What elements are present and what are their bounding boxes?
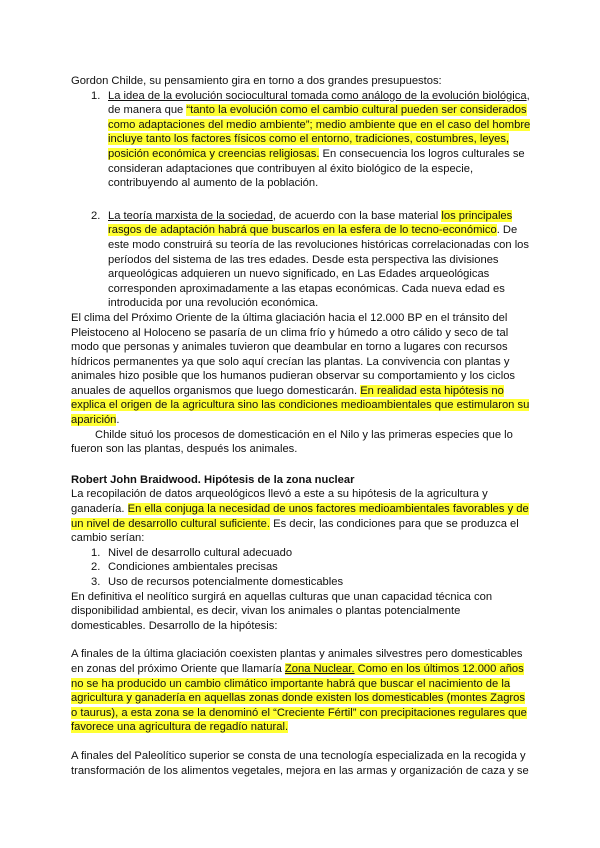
list-item-text: Nivel de desarrollo cultural adecuado <box>108 546 293 559</box>
conditions-list <box>71 546 531 590</box>
paragraph-text: La recopilación de datos arqueológicos llevó a este a su hipótesis de la agricultura y ganadería. <box>71 488 488 516</box>
highlighted-text: En realidad esta hipótesis no explica el origen de la agricultura sino las condiciones medioambientales que estimularon su aparición <box>71 384 530 427</box>
premise-text: . De este modo construirá su teoría de las revoluciones históricas correlacionadas con los períodos del sistema de las tres edades. Desde esta perspectiva las divisiones arqueológicas adquieren un nuevo significado, en Las Edades arqueológicas corresponden aproximadamente a las etapas económicas. Cada nueva edad es introducida por una revolución económica. <box>108 224 529 310</box>
paragraph-text: . <box>116 414 120 427</box>
paragraph-text: El clima del Próximo Oriente de la última glaciación hacia el 12.000 BP en el tránsito del Pleistoceno al Holoceno se pasaría de un clima frío y húmedo a otro cálido y seco de tal modo que personas y animales tuvieron que deambular en torno a lugares con recursos hídricos permanentes ya que solo aquí crecían las plantas. La convivencia con plantas y animales hizo posible que los humanos pudieran observar su comportamiento y los ciclos anuales de aquellos organismos que luego domesticarán. <box>71 311 516 397</box>
list-item <box>71 546 531 561</box>
premise-text: , de manera que <box>108 89 530 117</box>
climate-paragraph <box>71 311 531 428</box>
highlighted-text: Como en los últimos 12.000 años no se ha producido un cambio climático importante habrá que buscar el nacimiento de la agricultura y ganadería en aquellas zonas donde existen los domesticables (montes Zagros o taurus), a esta zona se la denominó el “Creciente Fértil” con precipitaciones regulares que favorece una agricultura de regadío natural. <box>71 662 527 734</box>
list-number: 1. <box>91 546 101 559</box>
paleolithic-paragraph: A finales del Paleolítico superior se consta de una tecnología especializada en la recogida y transformación de los alimentos vegetales, mejora en las armas y organización de caza y se <box>71 749 529 777</box>
childe-premises-list <box>71 89 531 311</box>
list-number: 2. <box>91 209 101 222</box>
list-number: 2. <box>91 561 101 574</box>
highlighted-text: En ella conjuga la necesidad de unos factores medioambientales favorables y de un nivel de desarrollo cultural suficiente. <box>71 503 529 530</box>
nuclear-zone-paragraph <box>71 647 531 735</box>
intro-paragraph: Gordon Childe, su pensamiento gira en torno a dos grandes presupuestos: <box>71 75 442 87</box>
childe-paragraph: Childe situó los procesos de domesticación en el Nilo y las primeras especies que lo fueron son las plantas, después los animales. <box>71 428 513 456</box>
list-item-text: Uso de recursos potencialmente domesticables <box>108 576 344 588</box>
highlighted-text: “tanto la evolución como el cambio cultural pueden ser considerados como adaptaciones del medio ambiente”; medio ambiente que en el caso del hombre incluye tanto los factores físicos como el entorno, tradiciones, costumbres, leyes, posición económica y creencias religiosas. <box>108 104 531 160</box>
list-item <box>71 89 531 191</box>
document-body <box>71 74 531 778</box>
list-item <box>71 575 531 590</box>
premise-title: La teoría marxista de la sociedad <box>108 209 273 222</box>
highlighted-term: Zona Nuclear. <box>284 662 355 675</box>
highlighted-text: los principales rasgos de adaptación habrá que buscarlos en la esfera de lo tecno-económico <box>108 209 513 237</box>
list-number: 3. <box>91 576 101 588</box>
section-heading: Robert John Braidwood. Hipótesis de la zona nuclear <box>71 473 355 486</box>
list-item <box>71 209 531 311</box>
list-item-text: Condiciones ambientales precisas <box>108 561 278 574</box>
premise-title: La idea de la evolución sociocultural tomada como análogo de la evolución biológica <box>108 89 527 102</box>
neolithic-paragraph: En definitiva el neolítico surgirá en aquellas culturas que unan capacidad técnica con disponibilidad ambiental, es decir, vivan los animales o plantas potencialmente domesticables. Desarrollo de la hipótesis: <box>71 590 493 632</box>
list-spacer <box>71 191 531 209</box>
list-number: 1. <box>91 89 101 102</box>
paragraph-text: A finales de la última glaciación coexisten plantas y animales silvestres pero domesticables en zonas del próximo Oriente que llamaría <box>71 648 523 675</box>
premise-text: En consecuencia los logros culturales se consideran adaptaciones que contribuyen al éxito biológico de la especie, contribuyendo al aumento de la población. <box>108 147 525 190</box>
compilation-paragraph <box>71 487 531 545</box>
paragraph-text: Es decir, las condiciones para que se produzca el cambio serían: <box>71 517 519 545</box>
list-item <box>71 560 531 575</box>
premise-text: , de acuerdo con la base material <box>272 209 442 222</box>
